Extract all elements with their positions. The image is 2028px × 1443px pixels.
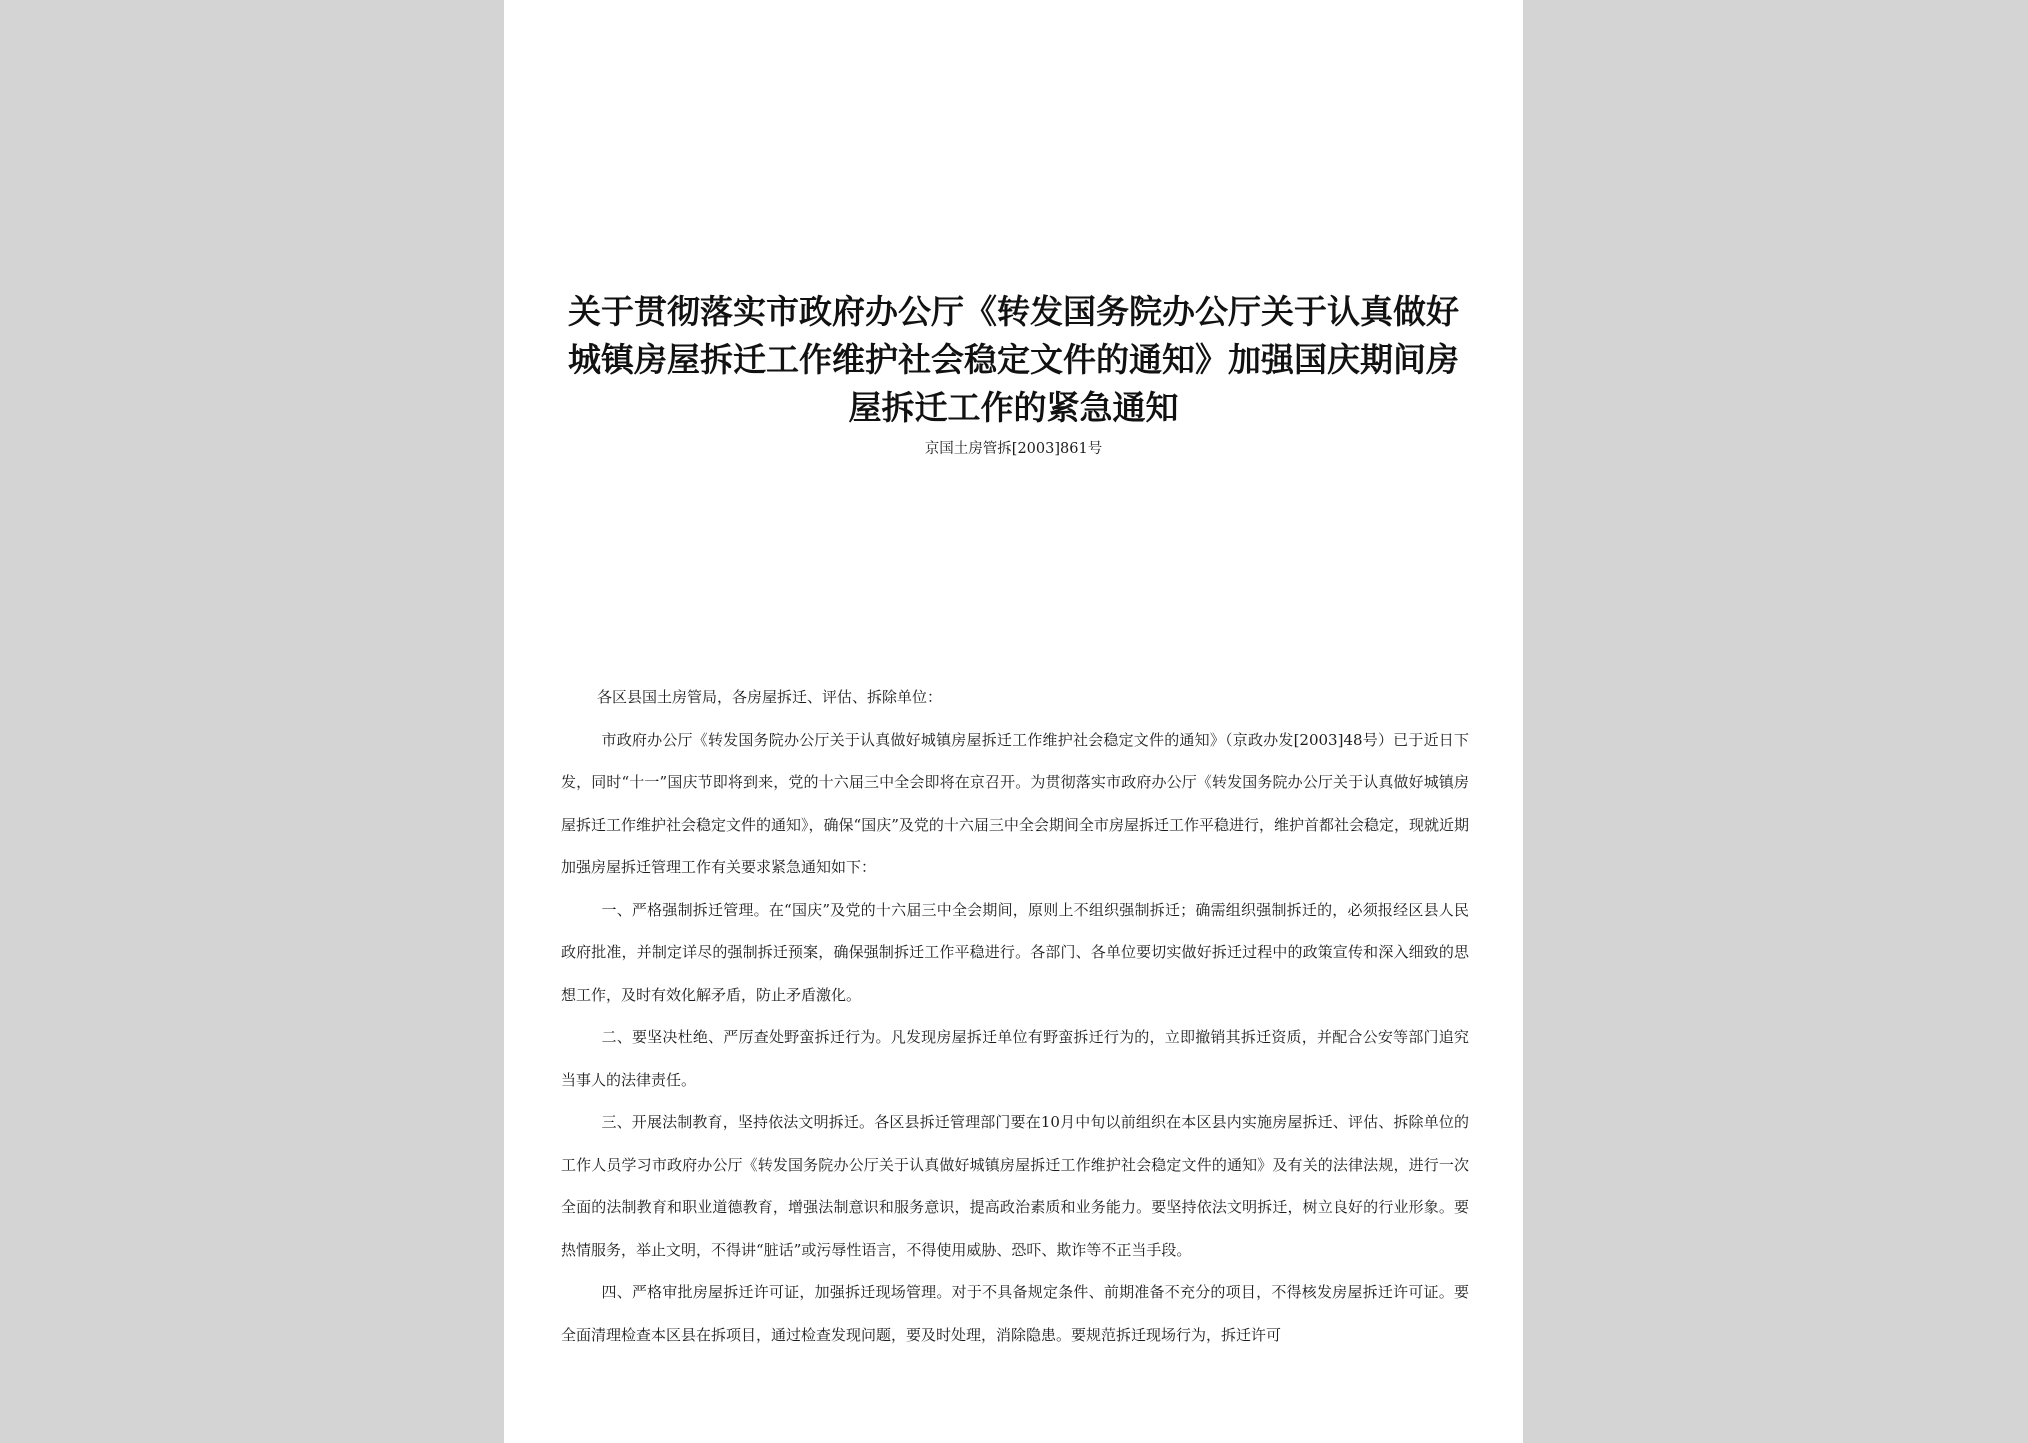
document-page xyxy=(504,0,1523,1443)
document-number: 京国土房管拆[2003]861号 xyxy=(924,441,1103,457)
document-title: 关于贯彻落实市政府办公厅《转发国务院办公厅关于认真做好城镇房屋拆迁工作维护社会稳定文件的通知》加强国庆期间房屋拆迁工作的紧急通知 xyxy=(568,292,1459,427)
document-body xyxy=(561,676,1469,1356)
paragraph-intro: 市政府办公厅《转发国务院办公厅关于认真做好城镇房屋拆迁工作维护社会稳定文件的通知》（京政办发[2003]48号）已于近日下发，同时“十一”国庆节即将到来，党的十六届三中全会即将在京召开。为贯彻落实市政府办公厅《转发国务院办公厅关于认真做好城镇房屋拆迁工作维护社会稳定文件的通知》，确保“国庆”及党的十六届三中全会期间全市房屋拆迁工作平稳进行，维护首都社会稳定，现就近期加强房屋拆迁管理工作有关要求紧急通知如下： xyxy=(561,730,1469,876)
paragraph-item-4: 四、严格审批房屋拆迁许可证，加强拆迁现场管理。对于不具备规定条件、前期准备不充分的项目，不得核发房屋拆迁许可证。要全面清理检查本区县在拆项目，通过检查发现问题，要及时处理，消除隐患。要规范拆迁现场行为，拆迁许可 xyxy=(561,1283,1469,1344)
paragraph-item-1: 一、严格强制拆迁管理。在“国庆”及党的十六届三中全会期间，原则上不组织强制拆迁；确需组织强制拆迁的，必须报经区县人民政府批准，并制定详尽的强制拆迁预案，确保强制拆迁工作平稳进行。各部门、各单位要切实做好拆迁过程中的政策宣传和深入细致的思想工作，及时有效化解矛盾，防止矛盾激化。 xyxy=(561,900,1469,1004)
paragraph-item-2: 二、要坚决杜绝、严厉查处野蛮拆迁行为。凡发现房屋拆迁单位有野蛮拆迁行为的，立即撤销其拆迁资质，并配合公安等部门追究当事人的法律责任。 xyxy=(561,1028,1469,1089)
paragraph-item-3: 三、开展法制教育，坚持依法文明拆迁。各区县拆迁管理部门要在10月中旬以前组织在本区县内实施房屋拆迁、评估、拆除单位的工作人员学习市政府办公厅《转发国务院办公厅关于认真做好城镇房屋拆迁工作维护社会稳定文件的通知》及有关的法律法规，进行一次全面的法制教育和职业道德教育，增强法制意识和服务意识，提高政治素质和业务能力。要坚持依法文明拆迁，树立良好的行业形象。要热情服务，举止文明，不得讲“脏话”或污辱性语言，不得使用威胁、恐吓、欺诈等不正当手段。 xyxy=(561,1113,1469,1259)
salutation: 各区县国土房管局，各房屋拆迁、评估、拆除单位： xyxy=(597,688,943,706)
